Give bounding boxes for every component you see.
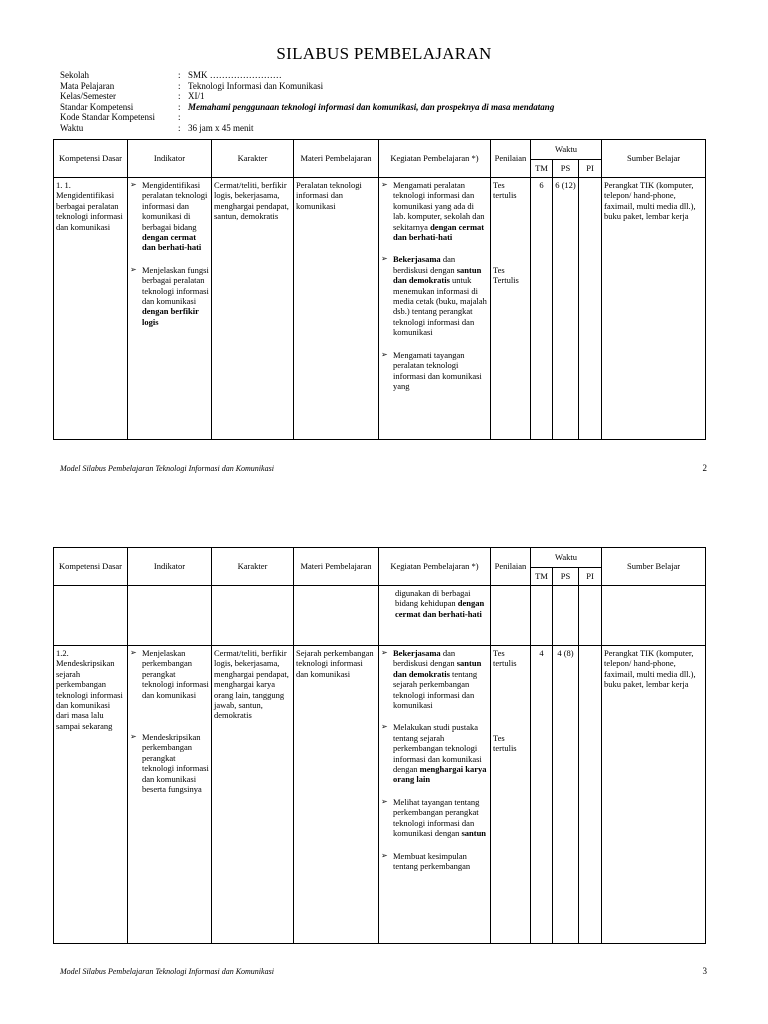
arrow-bullet-icon: ➢ — [381, 254, 388, 264]
info-row-kelas — [60, 91, 554, 102]
list-item — [381, 797, 488, 839]
document-title: SILABUS PEMBELAJARAN — [276, 44, 492, 63]
header-ps: PS — [553, 568, 579, 586]
header-kegiatan: Kegiatan Pembelajaran *) — [379, 140, 491, 178]
header-tm: TM — [531, 160, 553, 178]
arrow-bullet-icon: ➢ — [381, 722, 388, 732]
activity-bold-text: Bekerjasama — [393, 648, 441, 658]
cell-materi — [294, 586, 379, 646]
info-label: Waktu — [60, 122, 84, 133]
cell-indikator — [128, 586, 212, 646]
activity-text: Melihat tayangan tentang perkembangan perangkat teknologi informasi dan komunikasi dengan — [393, 796, 480, 839]
info-label: Sekolah — [60, 70, 89, 80]
header-tm: TM — [531, 568, 553, 586]
activity-bold-text: dengan cermat dan berhati-hati — [395, 598, 485, 619]
list-item — [381, 648, 488, 710]
arrow-bullet-icon: ➢ — [381, 648, 388, 657]
header-sumber: Sumber Belajar — [602, 140, 706, 178]
info-label: Kode Standar Kompetensi — [60, 112, 155, 123]
page-number: 3 — [702, 966, 707, 976]
cell-kegiatan — [379, 646, 491, 944]
header-kompetensi-dasar: Kompetensi Dasar — [54, 140, 128, 178]
list-item — [381, 851, 488, 872]
header-materi: Materi Pembelajaran — [294, 548, 379, 586]
page-number: 2 — [702, 463, 707, 473]
indicator-text: Menjelaskan fungsi berbagai peralatan teknologi informasi dan komunikasi — [142, 264, 209, 307]
cell-ps — [553, 586, 579, 646]
activity-text: Membuat kesimpulan tentang perkembangan — [393, 850, 471, 871]
table-row — [54, 646, 706, 944]
cell-tm: 6 — [531, 178, 553, 440]
cell-kegiatan — [379, 586, 491, 646]
header-penilaian: Penilaian — [491, 140, 531, 178]
list-item — [381, 254, 488, 337]
cell-penilaian — [491, 646, 531, 944]
list-item — [130, 648, 209, 700]
cell-pi — [579, 586, 602, 646]
info-block — [60, 70, 554, 134]
header-indikator: Indikator — [128, 140, 212, 178]
info-colon: : — [178, 91, 181, 102]
activity-text: Mengamati peralatan teknologi informasi dan komunikasi yang ada di lab. komputer, sekolah dan sekitarnya — [393, 180, 485, 232]
arrow-bullet-icon: ➢ — [130, 264, 137, 274]
info-value: XI/1 — [188, 91, 205, 102]
activity-text: untuk menemukan informasi di media cetak (buku, majalah dsb.) tentang perangkat teknologi informasi dan komunikasi — [393, 275, 487, 338]
syllabus-table — [53, 547, 706, 944]
info-label: Kelas/Semester — [60, 91, 116, 102]
info-colon: : — [178, 112, 181, 123]
arrow-bullet-icon: ➢ — [381, 796, 388, 806]
arrow-bullet-icon: ➢ — [381, 349, 388, 359]
table-row-continued — [54, 586, 706, 646]
info-row-waktu — [60, 123, 554, 134]
activity-bold-text: santun dan demokratis — [393, 658, 482, 679]
list-item — [130, 180, 209, 253]
header-waktu: Waktu — [531, 140, 602, 160]
cell-karakter — [212, 586, 294, 646]
list-item — [130, 265, 209, 327]
header-kompetensi-dasar: Kompetensi Dasar — [54, 548, 128, 586]
info-row-standar-kompetensi — [60, 102, 554, 113]
cell-kompetensi-dasar — [54, 586, 128, 646]
cell-penilaian — [491, 586, 531, 646]
cell-sumber — [602, 586, 706, 646]
cell-pi — [579, 178, 602, 440]
document-page-1 — [0, 0, 768, 484]
arrow-bullet-icon: ➢ — [381, 180, 388, 189]
header-karakter: Karakter — [212, 548, 294, 586]
info-colon: : — [178, 101, 181, 112]
indicator-text: Mengidentifikasi peralatan teknologi informasi dan komunikasi di berbagai bidang — [142, 180, 208, 232]
arrow-bullet-icon: ➢ — [130, 180, 137, 189]
cell-kompetensi-dasar: 1. 1. Mengidentifikasi berbagai peralatan teknologi informasi dan komunikasi — [54, 178, 128, 440]
assessment-text: Tes Tertulis — [493, 264, 519, 286]
table-row — [54, 178, 706, 440]
info-row-sekolah — [60, 70, 554, 81]
cell-ps: 4 (8) — [553, 646, 579, 944]
indicator-text: Mendeskripsikan perkembangan perangkat teknologi informasi dan komunikasi beserta fungsinya — [142, 732, 209, 795]
assessment-text: Tes tertulis — [493, 648, 517, 669]
header-sumber: Sumber Belajar — [602, 548, 706, 586]
header-kegiatan: Kegiatan Pembelajaran *) — [379, 548, 491, 586]
activity-text: dan berdiskusi dengan — [393, 648, 456, 669]
cell-materi: Sejarah perkembangan teknologi informasi dan komunikasi — [294, 646, 379, 944]
cell-sumber: Perangkat TIK (komputer, telepon/ hand-phone, faximail, multi media dll.), buku paket, lembar kerja — [602, 178, 706, 440]
cell-ps: 6 (12) — [553, 178, 579, 440]
list-item — [381, 180, 488, 242]
indicator-bold-text: dengan cermat dan berhati-hati — [142, 232, 202, 253]
list-item — [381, 350, 488, 392]
cell-kegiatan — [379, 178, 491, 440]
syllabus-table — [53, 139, 706, 440]
document-page-2 — [0, 512, 768, 1024]
header-pi: PI — [579, 568, 602, 586]
header-ps: PS — [553, 160, 579, 178]
cell-sumber: Perangkat TIK (komputer, telepon/ hand-phone, faximail, multi media dll.), buku paket, lembar kerja — [602, 646, 706, 944]
header-indikator: Indikator — [128, 548, 212, 586]
cell-materi: Peralatan teknologi informasi dan komunikasi — [294, 178, 379, 440]
info-label: Standar Kompetensi — [60, 101, 134, 112]
cell-indikator — [128, 646, 212, 944]
info-colon: : — [178, 122, 181, 133]
arrow-bullet-icon: ➢ — [381, 850, 388, 860]
activity-bold-text: Bekerjasama — [393, 254, 441, 265]
cell-kompetensi-dasar: 1.2. Mendeskripsikan sejarah perkembangan teknologi informasi dan komunikasi dari masa lalu sampai sekarang — [54, 646, 128, 944]
list-item — [381, 722, 488, 784]
activity-bold-text: santun dan demokratis — [393, 264, 482, 286]
activity-text: dan berdiskusi dengan — [393, 254, 456, 275]
cell-karakter: Cermat/teliti, berfikir logis, bekerjasama, menghargai pendapat, santun, demokratis — [212, 178, 294, 440]
arrow-bullet-icon: ➢ — [130, 648, 137, 657]
activity-text: digunakan di berbagai bidang kehidupan — [395, 588, 471, 609]
cell-indikator — [128, 178, 212, 440]
info-row-kode-sk — [60, 112, 554, 123]
assessment-text: Tes tertulis — [493, 180, 517, 201]
header-penilaian: Penilaian — [491, 548, 531, 586]
info-value: Teknologi Informasi dan Komunikasi — [188, 80, 324, 91]
cell-pi — [579, 646, 602, 944]
activity-bold-text: menghargai karya orang lain — [393, 764, 487, 785]
header-materi: Materi Pembelajaran — [294, 140, 379, 178]
cell-tm — [531, 586, 553, 646]
info-colon: : — [178, 80, 181, 91]
header-karakter: Karakter — [212, 140, 294, 178]
header-waktu: Waktu — [531, 548, 602, 568]
activity-text: Mengamati tayangan peralatan teknologi informasi dan komunikasi yang — [393, 349, 482, 391]
info-value: Memahami penggunaan teknologi informasi dan komunikasi, dan prospeknya di masa mendatang — [188, 101, 555, 112]
activity-text: Melakukan studi pustaka tentang sejarah perkembangan teknologi informasi dan komunikasi dengan — [393, 722, 482, 775]
info-value: 36 jam x 45 menit — [188, 122, 254, 133]
info-row-mata-pelajaran — [60, 81, 554, 92]
cell-penilaian — [491, 178, 531, 440]
indicator-text: Menjelaskan perkembangan perangkat teknologi informasi dan komunikasi — [142, 648, 209, 700]
indicator-bold-text: dengan berfikir logis — [142, 306, 199, 327]
info-colon: : — [178, 70, 181, 80]
info-value: SMK …………………… — [188, 70, 282, 80]
activity-text: tentang sejarah perkembangan teknologi informasi dan komunikasi — [393, 668, 478, 711]
page-footer: Model Silabus Pembelajaran Teknologi Informasi dan Komunikasi — [60, 967, 274, 976]
header-pi: PI — [579, 160, 602, 178]
activity-bold-text: santun — [461, 828, 487, 839]
arrow-bullet-icon: ➢ — [130, 732, 137, 742]
info-label: Mata Pelajaran — [60, 80, 115, 91]
activity-bold-text: dengan cermat dan berhati-hati — [393, 221, 485, 243]
page-footer: Model Silabus Pembelajaran Teknologi Informasi dan Komunikasi — [60, 464, 274, 473]
list-item — [130, 732, 209, 794]
cell-tm: 4 — [531, 646, 553, 944]
cell-karakter: Cermat/teliti, berfikir logis, bekerjasama, menghargai pendapat, menghargai karya orang lain, tanggung jawab, santun, demokratis — [212, 646, 294, 944]
assessment-text: Tes tertulis — [493, 732, 517, 754]
